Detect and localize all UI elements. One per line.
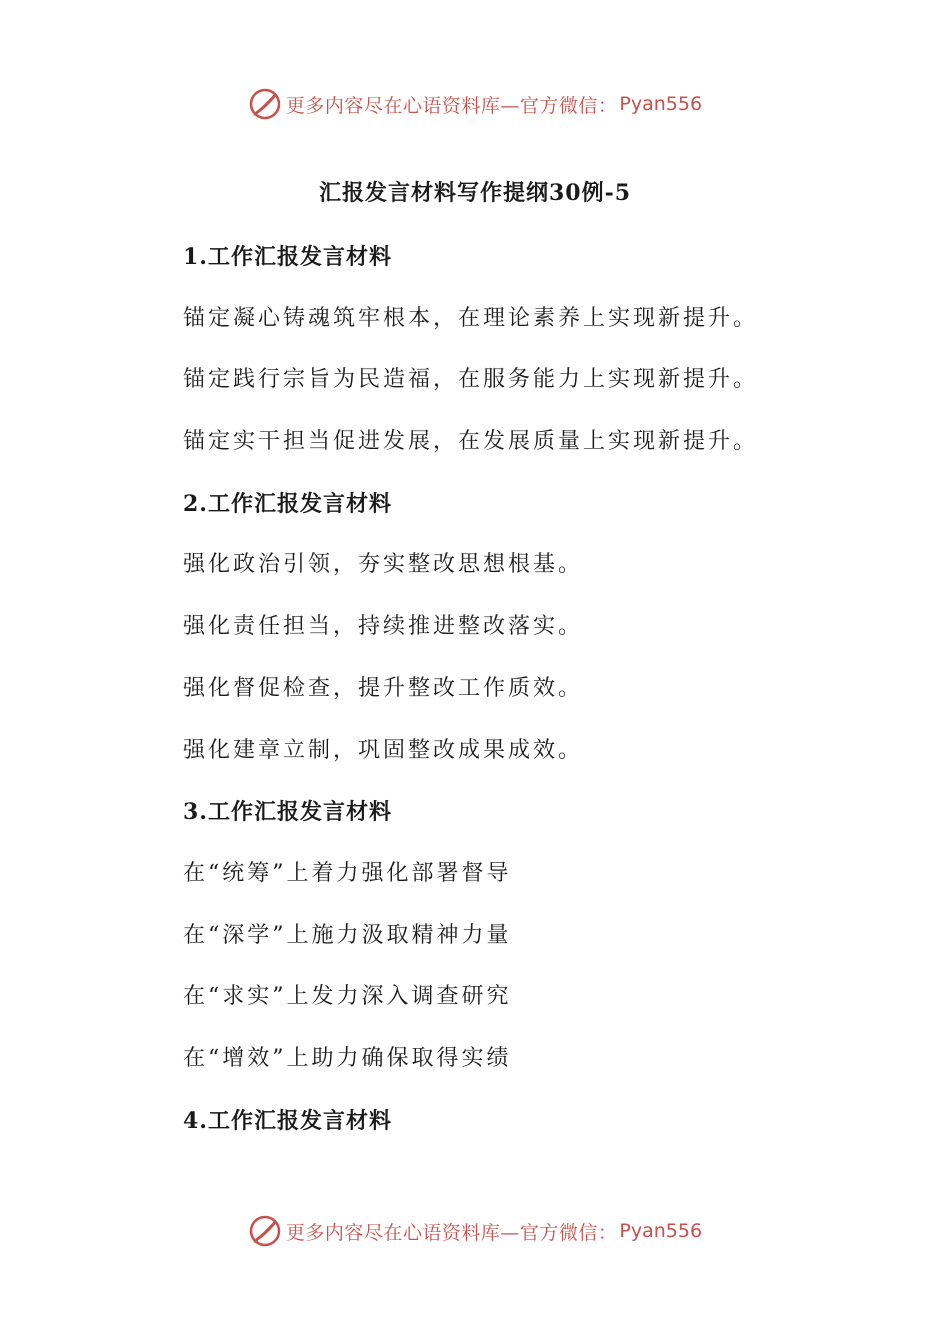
body-line: 强化政治引领，夯实整改思想根基。 (183, 552, 584, 578)
body-line: 在“深学”上施力汲取精神力量 (183, 922, 512, 948)
header-watermark-banner (0, 84, 950, 124)
watermark-text: 更多内容尽在心语资料库—官方微信： (285, 94, 618, 117)
document-title: 汇报发言材料写作提纲30例-5 (318, 180, 632, 206)
body-line: 强化责任担当，持续推进整改落实。 (183, 614, 584, 640)
watermark-wechat-id: Pyan556 (619, 1220, 703, 1242)
body-line: 强化建章立制，巩固整改成果成效。 (183, 737, 584, 763)
body-line: 在“求实”上发力深入调查研究 (183, 984, 512, 1010)
pen-logo-icon (248, 1214, 282, 1248)
section-heading-3: 3.工作汇报发言材料 (183, 799, 392, 826)
document-body (183, 236, 883, 1161)
body-line: 锚定实干担当促进发展，在发展质量上实现新提升。 (183, 429, 759, 455)
pen-logo-icon (248, 87, 282, 121)
body-line: 锚定践行宗旨为民造福，在服务能力上实现新提升。 (183, 367, 759, 393)
watermark-wechat-id: Pyan556 (619, 93, 703, 115)
body-line: 在“增效”上助力确保取得实绩 (183, 1045, 512, 1071)
section-heading-1: 1.工作汇报发言材料 (183, 244, 392, 270)
section-heading-2: 2.工作汇报发言材料 (183, 490, 392, 517)
footer-watermark-banner (0, 1211, 950, 1251)
watermark-text: 更多内容尽在心语资料库—官方微信： (285, 1221, 618, 1244)
body-line: 强化督促检查，提升整改工作质效。 (183, 675, 584, 701)
section-heading-4: 4.工作汇报发言材料 (183, 1107, 392, 1134)
body-line: 在“统筹”上着力强化部署督导 (183, 860, 512, 886)
body-line: 锚定凝心铸魂筑牢根本，在理论素养上实现新提升。 (183, 305, 759, 331)
